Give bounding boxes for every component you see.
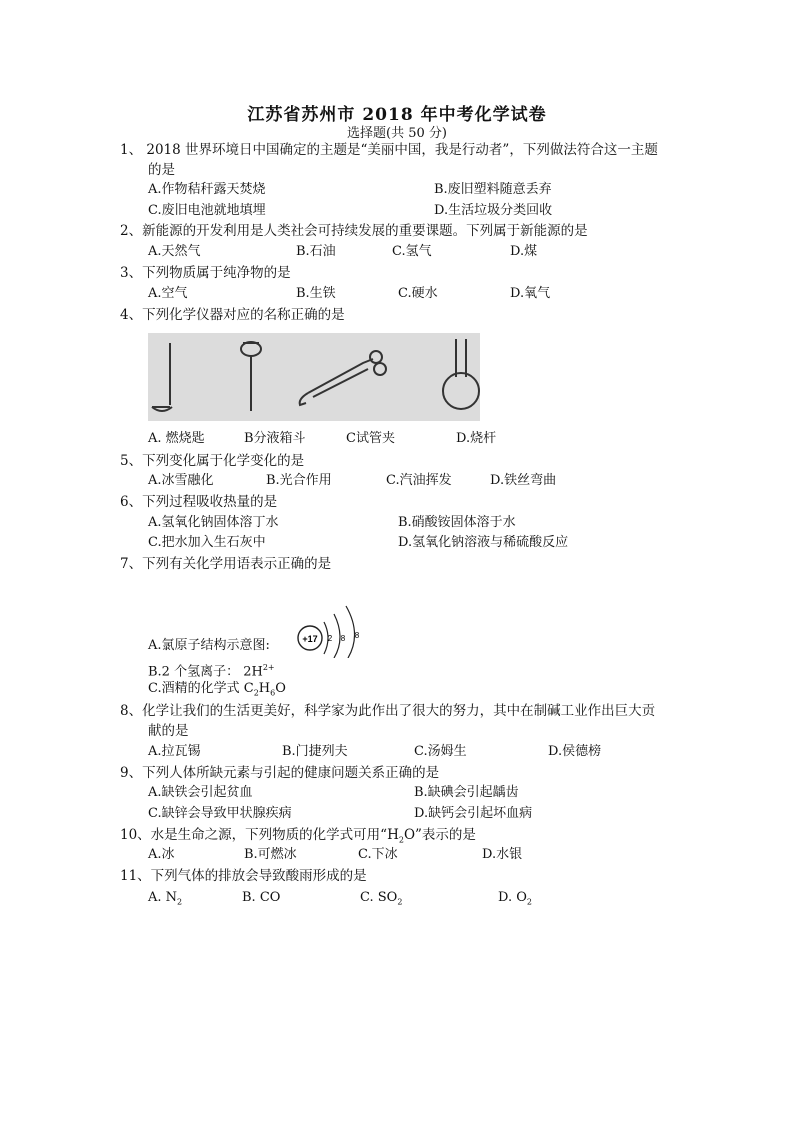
test-tube-clamp-icon: [300, 351, 386, 405]
lab-instruments-image: [148, 333, 480, 421]
q7-option-c: [148, 680, 286, 703]
q4-option-c: C试管夹: [346, 431, 395, 446]
q7-option-b: [148, 659, 275, 681]
q6-stem: 6、下列过程吸收热量的是: [120, 494, 278, 510]
q4-option-d: D.烧杆: [456, 431, 497, 446]
q4-option-a: A. 燃烧匙: [148, 431, 205, 446]
q7-option-b-text: B.2 个氢离子： 2H: [148, 664, 263, 680]
q6-option-b: B.硝酸铵固体溶于水: [398, 515, 516, 530]
q2-option-b: B.石油: [296, 244, 336, 259]
round-flask-icon: [443, 339, 479, 409]
combustion-spoon-icon: [152, 343, 172, 411]
q8-option-d: D.侯德榜: [548, 744, 602, 759]
q11-option-a-text: A. N: [148, 890, 178, 905]
chlorine-atom-diagram: [290, 600, 380, 658]
q6-option-d: D.氢氧化钠溶液与稀硫酸反应: [398, 535, 569, 550]
q3-option-c: C.硬水: [398, 286, 438, 301]
q10-stem-text: 10、水是生命之源，下列物质的化学式可用“H: [120, 827, 399, 843]
q9-stem: 9、下列人体所缺元素与引起的健康问题关系正确的是: [120, 765, 440, 781]
q1-stem-cont: 的是: [148, 162, 175, 178]
q11-d-sub: 2: [526, 897, 532, 907]
q2-option-d: D.煤: [510, 244, 538, 259]
q1-option-a: A.作物秸秆露天焚烧: [148, 182, 266, 197]
q10-option-a: A.冰: [148, 847, 175, 862]
q10-water-sub: 2: [398, 835, 404, 845]
atom-shell-1: 2: [327, 634, 333, 643]
q9-option-b: B.缺碘会引起龋齿: [414, 785, 519, 800]
q7-stem: 7、下列有关化学用语表示正确的是: [120, 556, 332, 572]
q11-stem: 11、下列气体的排放会导致酸雨形成的是: [120, 868, 367, 884]
q9-option-d: D.缺钙会引起坏血病: [414, 806, 533, 821]
q8-stem: 8、化学让我们的生活更美好，科学家为此作出了很大的努力，其中在制碱工业作出巨大贡: [120, 703, 656, 719]
atom-shell-2: 8: [340, 634, 346, 643]
q5-stem: 5、下列变化属于化学变化的是: [120, 453, 305, 469]
q11-option-d: [498, 889, 532, 912]
q1-stem: 1、 2018 世界环境日中国确定的主题是“美丽中国，我是行动者”，下列做法符合这一主题: [120, 142, 658, 158]
q4-stem: 4、下列化学仪器对应的名称正确的是: [120, 307, 345, 323]
q7-option-a: A.氯原子结构示意图:: [148, 638, 270, 653]
q8-option-a: A.拉瓦锡: [148, 744, 201, 759]
q1-option-c: C.废旧电池就地填埋: [148, 203, 266, 218]
atom-shell-3: 8: [354, 631, 360, 640]
q3-stem: 3、下列物质属于纯净物的是: [120, 265, 291, 281]
q10-option-c: C.下冰: [358, 847, 398, 862]
q10-option-d: D.水银: [482, 847, 523, 862]
q4-option-b: B分液箱斗: [244, 431, 306, 446]
q3-option-a: A.空气: [148, 286, 188, 301]
q11-option-b: B. CO: [242, 890, 281, 905]
atom-nucleus-label: +17: [302, 634, 318, 644]
q11-option-d-text: D. O: [498, 890, 527, 905]
section-heading: 选择题(共 50 分): [347, 126, 447, 141]
q11-option-a: [148, 889, 182, 912]
ethanol-h: H: [258, 681, 271, 696]
q11-option-c-text: C. SO: [360, 890, 398, 905]
q3-option-b: B.生铁: [296, 286, 336, 301]
q8-stem-cont: 献的是: [148, 723, 189, 739]
ethanol-sub-c: 2: [253, 688, 259, 698]
q1-option-d: D.生活垃圾分类回收: [434, 203, 553, 218]
q7-option-c-text: C.酒精的化学式 C: [148, 681, 254, 696]
q7-ion-charge: 2+: [262, 663, 275, 672]
q6-option-a: A.氢氧化钠固体溶丁水: [148, 515, 279, 530]
q3-option-d: D.氧气: [510, 286, 551, 301]
q2-option-c: C.氢气: [392, 244, 432, 259]
ethanol-o: O: [275, 681, 286, 696]
q11-option-c: [360, 889, 402, 912]
q6-option-c: C.把水加入生石灰中: [148, 535, 266, 550]
q5-option-b: B.光合作用: [266, 473, 332, 488]
q5-option-c: C.汽油挥发: [386, 473, 452, 488]
q8-option-b: B.门捷列夫: [282, 744, 348, 759]
q11-a-sub: 2: [177, 897, 183, 907]
q5-option-a: A.冰雪融化: [148, 473, 214, 488]
q9-option-a: A.缺铁会引起贫血: [148, 785, 253, 800]
ethanol-sub-h: 6: [270, 688, 276, 698]
q2-option-a: A.天然气: [148, 244, 201, 259]
q2-stem: 2、新能源的开发利用是人类社会可持续发展的重要课题。下列属于新能源的是: [120, 223, 588, 239]
q9-option-c: C.缺锌会导致甲状腺疾病: [148, 806, 292, 821]
q10-stem-after: O”表示的是: [403, 827, 476, 843]
q10-option-b: B.可燃冰: [244, 847, 297, 862]
q1-option-b: B.废旧塑料随意丢弃: [434, 182, 552, 197]
q8-option-c: C.汤姆生: [414, 744, 467, 759]
separatory-funnel-icon: [241, 342, 261, 411]
q5-option-d: D.铁丝弯曲: [490, 473, 557, 488]
q11-c-sub: 2: [397, 897, 403, 907]
exam-title: 江苏省苏州市 2018 年中考化学试卷: [247, 105, 547, 125]
